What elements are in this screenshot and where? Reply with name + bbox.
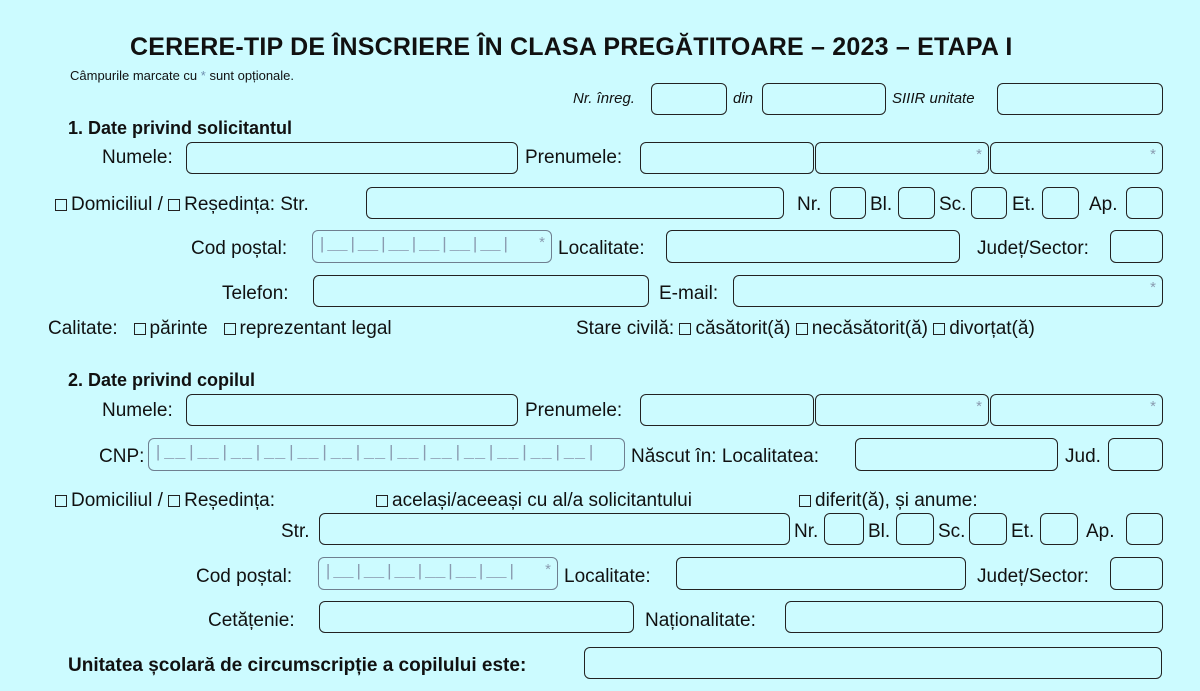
optional-mark: * — [1150, 398, 1156, 415]
s1-nr-field[interactable] — [830, 187, 866, 219]
optional-mark: * — [1150, 279, 1156, 296]
s1-divortat-checkbox[interactable] — [933, 323, 945, 335]
s2-cod-postal-label: Cod poștal: — [196, 566, 293, 587]
s1-bl-field[interactable] — [898, 187, 935, 219]
s1-prenume1-field[interactable] — [640, 142, 814, 174]
s1-prenume2-field[interactable] — [815, 142, 989, 174]
s2-jud-field[interactable] — [1108, 438, 1163, 471]
s2-diferit-label: diferit(ă), și anume: — [815, 490, 978, 511]
s2-jud-label: Jud. — [1065, 446, 1101, 467]
s1-email-field[interactable] — [733, 275, 1163, 307]
s2-sc-field[interactable] — [969, 513, 1007, 545]
s1-localitate-label: Localitate: — [558, 238, 645, 259]
s2-localitate-label: Localitate: — [564, 566, 651, 587]
s1-necasatorit-checkbox[interactable] — [796, 323, 808, 335]
s1-et-label: Et. — [1012, 194, 1036, 215]
siiir-label: SIIIR unitate — [892, 90, 975, 107]
s2-nascut-label: Născut în: Localitatea: — [631, 446, 819, 467]
s2-nationalitate-field[interactable] — [785, 601, 1163, 633]
s2-bl-field[interactable] — [896, 513, 934, 545]
s2-prenume2-field[interactable] — [815, 394, 989, 426]
s2-domiciliu-checkbox[interactable] — [55, 495, 67, 507]
s1-ap-label: Ap. — [1089, 194, 1118, 215]
nr-inreg-field[interactable] — [651, 83, 727, 115]
s2-nascut-field[interactable] — [855, 438, 1058, 471]
s1-reprezentant-label: reprezentant legal — [239, 318, 392, 339]
s1-casatorit-label: căsătorit(ă) — [695, 318, 791, 339]
postal-digit-boxes: |__|__|__|__|__|__| — [317, 236, 511, 255]
optional-star: * — [200, 68, 206, 83]
postal-digit-boxes: |__|__|__|__|__|__| — [323, 563, 517, 582]
form-title: CERERE-TIP DE ÎNSCRIERE ÎN CLASA PREGĂTITOARE – 2023 – ETAPA I — [130, 33, 1013, 61]
s2-cnp-label: CNP: — [99, 446, 145, 467]
optional-note-after: sunt opționale. — [205, 68, 295, 83]
optional-mark: * — [1150, 146, 1156, 163]
s2-prenumele-label: Prenumele: — [525, 400, 623, 421]
s2-acelasi-checkbox[interactable] — [376, 495, 388, 507]
optional-mark: * — [976, 398, 982, 415]
s1-judet-label: Județ/Sector: — [977, 238, 1089, 259]
s2-diferit-row — [799, 490, 978, 512]
s1-cod-postal-label: Cod poștal: — [191, 238, 288, 259]
s1-divortat-label: divorțat(ă) — [949, 318, 1035, 339]
s2-nr-label: Nr. — [794, 521, 819, 542]
s1-resedinta-checkbox[interactable] — [168, 199, 180, 211]
s2-numele-field[interactable] — [186, 394, 518, 426]
s1-numele-field[interactable] — [186, 142, 518, 174]
s2-str-label: Str. — [281, 521, 310, 542]
s2-domiciliu-row — [55, 490, 275, 512]
nr-inreg-label: Nr. înreg. — [573, 90, 635, 107]
s2-acelasi-row — [376, 490, 692, 512]
s2-domiciliu-label: Domiciliul / — [71, 490, 163, 511]
s2-cetatenie-field[interactable] — [319, 601, 634, 633]
s1-calitate-row — [48, 318, 392, 340]
s1-reprezentant-checkbox[interactable] — [224, 323, 236, 335]
s2-ap-label: Ap. — [1086, 521, 1115, 542]
s2-resedinta-label: Reședința: — [184, 490, 275, 511]
s2-cod-postal-field[interactable] — [318, 557, 558, 590]
s2-strada-field[interactable] — [319, 513, 790, 545]
s1-judet-field[interactable] — [1110, 230, 1163, 263]
s2-prenume1-field[interactable] — [640, 394, 814, 426]
optional-mark: * — [545, 561, 551, 578]
din-field[interactable] — [762, 83, 886, 115]
s2-numele-label: Numele: — [102, 400, 173, 421]
s2-acelasi-label: același/aceeași cu al/a solicitantului — [392, 490, 692, 511]
s2-nr-field[interactable] — [824, 513, 864, 545]
s2-ap-field[interactable] — [1126, 513, 1163, 545]
s1-stare-civila-row — [576, 318, 1035, 340]
s1-telefon-label: Telefon: — [222, 283, 289, 304]
s1-calitate-label: Calitate: — [48, 318, 118, 339]
din-label: din — [733, 90, 754, 107]
s1-telefon-field[interactable] — [313, 275, 649, 307]
s2-et-field[interactable] — [1040, 513, 1078, 545]
s1-domiciliu-checkbox[interactable] — [55, 199, 67, 211]
s2-resedinta-checkbox[interactable] — [168, 495, 180, 507]
s2-unitatea-label: Unitatea școlară de circumscripție a copilului este: — [68, 655, 527, 676]
optional-mark: * — [976, 146, 982, 163]
s1-email-label: E-mail: — [659, 283, 719, 304]
s1-parinte-checkbox[interactable] — [134, 323, 146, 335]
s2-judet-field[interactable] — [1110, 557, 1163, 590]
s1-resedinta-label: Reședința: Str. — [184, 194, 309, 215]
s1-cod-postal-field[interactable] — [312, 230, 552, 263]
optional-note-before: Câmpurile marcate cu — [70, 68, 201, 83]
s1-prenumele-label: Prenumele: — [525, 147, 623, 168]
s1-parinte-label: părinte — [149, 318, 208, 339]
s1-necasatorit-label: necăsătorit(ă) — [811, 318, 928, 339]
s2-sc-label: Sc. — [938, 521, 966, 542]
s2-nationalitate-label: Naționalitate: — [645, 610, 756, 631]
optional-mark: * — [539, 234, 545, 251]
s1-stare-civila-label: Stare civilă: — [576, 318, 675, 339]
s2-cnp-field[interactable] — [148, 438, 625, 471]
s1-casatorit-checkbox[interactable] — [679, 323, 691, 335]
s2-et-label: Et. — [1011, 521, 1035, 542]
siiir-field[interactable] — [997, 83, 1163, 115]
s1-et-field[interactable] — [1042, 187, 1079, 219]
s2-cetatenie-label: Cetățenie: — [208, 610, 295, 631]
s1-numele-label: Numele: — [102, 147, 173, 168]
section2-heading: 2. Date privind copilul — [68, 370, 256, 390]
s1-nr-label: Nr. — [797, 194, 822, 215]
s1-strada-field[interactable] — [366, 187, 784, 219]
s1-bl-label: Bl. — [870, 194, 893, 215]
s2-judet-label: Județ/Sector: — [977, 566, 1089, 587]
s1-ap-field[interactable] — [1126, 187, 1163, 219]
s1-domiciliu-row — [55, 194, 309, 216]
s1-localitate-field[interactable] — [666, 230, 960, 263]
s2-diferit-checkbox[interactable] — [799, 495, 811, 507]
s2-bl-label: Bl. — [868, 521, 891, 542]
s2-unitatea-field[interactable] — [584, 647, 1162, 679]
s1-sc-label: Sc. — [939, 194, 967, 215]
s2-prenume3-field[interactable] — [990, 394, 1163, 426]
optional-note — [70, 68, 294, 83]
section1-heading: 1. Date privind solicitantul — [68, 118, 293, 138]
s1-sc-field[interactable] — [971, 187, 1007, 219]
cnp-digit-boxes: |__|__|__|__|__|__|__|__|__|__|__|__|__| — [153, 444, 598, 463]
s2-localitate-field[interactable] — [676, 557, 966, 590]
s1-prenume3-field[interactable] — [990, 142, 1163, 174]
s1-domiciliu-label: Domiciliul / — [71, 194, 163, 215]
